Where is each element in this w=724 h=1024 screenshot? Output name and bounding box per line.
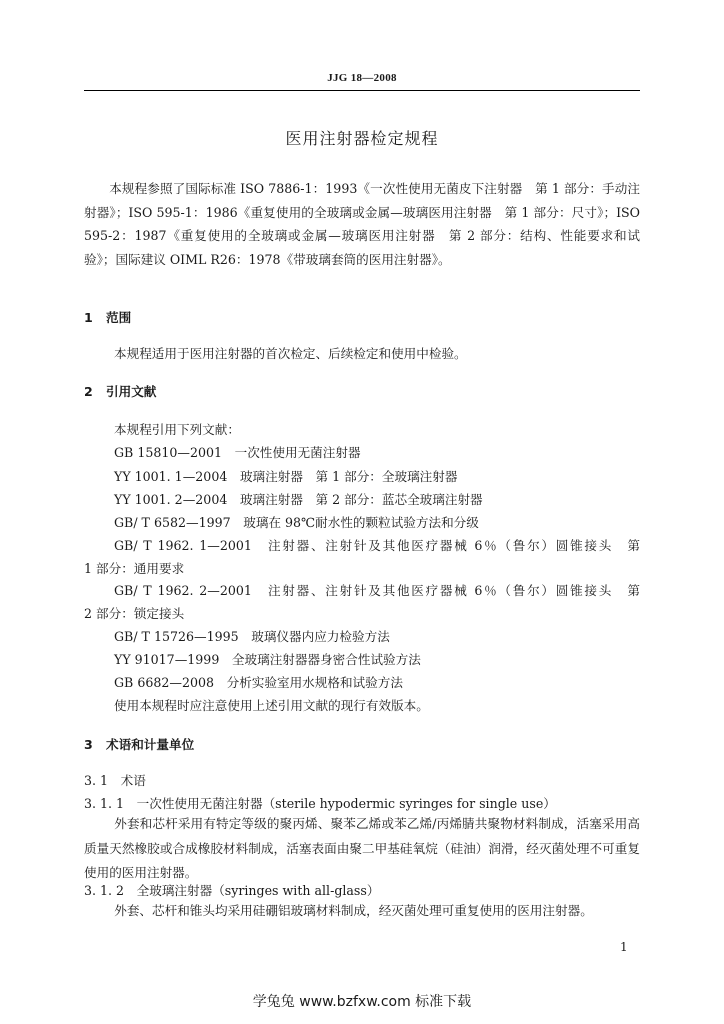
section-2-number: 2 xyxy=(84,384,93,399)
reference-item-continuation: 1 部分：通用要求 xyxy=(84,561,185,576)
reference-item: GB 15810—2001 一次性使用无菌注射器 xyxy=(114,445,361,460)
reference-item: GB/ T 1962. 1—2001 注射器、注射针及其他医疗器械 6％（鲁尔）圆锥接头 第 xyxy=(114,538,640,553)
reference-item: GB/ T 6582—1997 玻璃在 98℃耐水性的颗粒试验方法和分级 xyxy=(114,515,479,530)
section-3-number: 3 xyxy=(84,737,93,752)
page-number: 1 xyxy=(620,940,628,954)
intro-paragraph: 本规程参照了国际标准 ISO 7886-1：1993《一次性使用无菌皮下注射器 第 1 部分：手动注射器》；ISO 595-1：1986《重复使用的全玻璃或金属—玻璃医用注射器 第 1 部分：尺寸》；ISO 595-2：1987《重复使用的全玻璃或金属—玻璃医用注射器 第 2 部分：结构、性能要求和试验》；国际建议 OIML R26：1978《带玻璃套筒的医用注射器》。 xyxy=(84,181,640,267)
subsection-3-1-1-heading: 3. 1. 1 一次性使用无菌注射器（sterile hypodermic syringes for single use） xyxy=(84,796,556,811)
section-1-heading xyxy=(84,307,131,326)
section-3-heading xyxy=(84,734,194,753)
reference-item: YY 1001. 1—2004 玻璃注射器 第 1 部分：全玻璃注射器 xyxy=(114,469,458,484)
references-closing: 使用本规程时应注意使用上述引用文献的现行有效版本。 xyxy=(114,698,429,713)
footer-watermark: 学兔兔 www.bzfxw.com 标准下载 xyxy=(252,994,472,1010)
section-1-body: 本规程适用于医用注射器的首次检定、后续检定和使用中检验。 xyxy=(114,346,467,361)
reference-item: GB 6682—2008 分析实验室用水规格和试验方法 xyxy=(114,675,403,690)
subsection-3-1-2-paragraph: 外套、芯杆和锥头均采用硅硼铝玻璃材料制成，经灭菌处理可重复使用的医用注射器。 xyxy=(114,903,593,918)
section-2-heading xyxy=(84,381,156,400)
reference-item: GB/ T 15726—1995 玻璃仪器内应力检验方法 xyxy=(114,629,390,644)
document-code-header: JJG 18—2008 xyxy=(327,72,397,84)
subsection-3-1-1-paragraph: 外套和芯杆采用有特定等级的聚丙烯、聚苯乙烯或苯乙烯/丙烯腈共聚物材料制成，活塞采用高质量天然橡胶或合成橡胶材料制成，活塞表面由聚二甲基硅氧烷（硅油）润滑，经灭菌处理不可重复使用的医用注射器。 xyxy=(84,816,640,880)
reference-item: YY 91017—1999 全玻璃注射器器身密合性试验方法 xyxy=(114,652,421,667)
header-rule xyxy=(84,90,640,91)
reference-item-continuation: 2 部分：锁定接头 xyxy=(84,606,185,621)
subsection-3-1-heading: 3. 1 术语 xyxy=(84,773,146,788)
section-1-number: 1 xyxy=(84,310,93,325)
page-title: 医用注射器检定规程 xyxy=(285,129,439,148)
reference-item: GB/ T 1962. 2—2001 注射器、注射针及其他医疗器械 6％（鲁尔）圆锥接头 第 xyxy=(114,583,640,598)
references-lead: 本规程引用下列文献： xyxy=(114,422,240,437)
section-3-title: 术语和计量单位 xyxy=(106,737,195,752)
section-2-title: 引用文献 xyxy=(106,384,157,399)
subsection-3-1-2-heading: 3. 1. 2 全玻璃注射器（syringes with all-glass） xyxy=(84,883,380,898)
section-1-title: 范围 xyxy=(106,310,132,325)
reference-item: YY 1001. 2—2004 玻璃注射器 第 2 部分：蓝芯全玻璃注射器 xyxy=(114,492,483,507)
